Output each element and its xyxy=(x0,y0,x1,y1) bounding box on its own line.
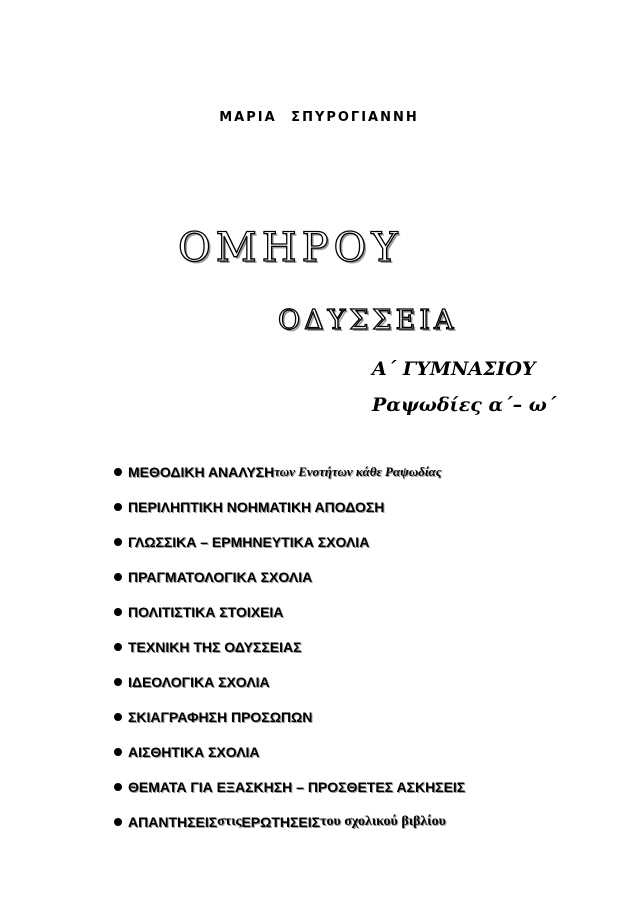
contents-item xyxy=(114,672,465,691)
bullet-icon xyxy=(114,538,122,546)
contents-item-label: ΙΔΕΟΛΟΓΙΚΑ ΣΧΟΛΙΑ xyxy=(128,673,270,690)
contents-item-label: ΠΡΑΓΜΑΤΟΛΟΓΙΚΑ ΣΧΟΛΙΑ xyxy=(128,568,313,585)
bullet-icon xyxy=(114,678,122,686)
grade-label: Α΄ ΓΥΜΝΑΣΙΟΥ xyxy=(372,358,536,380)
contents-item-label: ΤΕΧΝΙΚΗ ΤΗΣ ΟΔΥΣΣΕΙΑΣ xyxy=(128,638,302,655)
bullet-icon xyxy=(114,748,122,756)
contents-item-label: ΣΚΙΑΓΡΑΦΗΣΗ ΠΡΟΣΩΠΩΝ xyxy=(128,708,313,725)
contents-item-label: ΠΟΛΙΤΙΣΤΙΚΑ ΣΤΟΙΧΕΙΑ xyxy=(128,603,284,620)
bullet-icon xyxy=(114,503,122,511)
bullet-icon xyxy=(114,573,122,581)
contents-item-note: των Ενοτήτων κάθε Ραψωδίας xyxy=(274,463,442,479)
bullet-icon xyxy=(114,643,122,651)
author-name: ΜΑΡΙΑ ΣΠΥΡΟΓΙΑΝΝΗ xyxy=(219,110,419,125)
contents-item-label: ΠΕΡΙΛΗΠΤΙΚΗ ΝΟΗΜΑΤΙΚΗ ΑΠΟΔΟΣΗ xyxy=(128,498,385,515)
contents-item xyxy=(114,567,465,586)
contents-item-label: ΜΕΘΟΔΙΚΗ ΑΝΑΛΥΣΗ xyxy=(128,463,275,480)
book-title: ΟΜΗΡΟΥ xyxy=(178,225,403,271)
contents-item-label: ΑΙΣΘΗΤΙΚΑ ΣΧΟΛΙΑ xyxy=(128,743,260,760)
bullet-icon xyxy=(114,818,122,826)
contents-item-label: ΓΛΩΣΣΙΚΑ – ΕΡΜΗΝΕΥΤΙΚΑ ΣΧΟΛΙΑ xyxy=(128,533,370,550)
contents-item xyxy=(114,532,465,551)
rhapsodies-label: Ραψωδίες α΄– ω΄ xyxy=(372,394,557,416)
contents-item-label: ΑΠΑΝΤΗΣΕΙΣ xyxy=(128,813,218,830)
contents-item xyxy=(114,602,465,621)
book-subtitle: ΟΔΥΣΣΕΙΑ xyxy=(278,305,458,336)
contents-item-note: στις xyxy=(217,813,242,829)
contents-item-note: του σχολικού βιβλίου xyxy=(320,813,446,829)
contents-item-label: ΘΕΜΑΤΑ ΓΙΑ ΕΞΑΣΚΗΣΗ – ΠΡΟΣΘΕΤΕΣ ΑΣΚΗΣΕΙΣ xyxy=(128,778,466,795)
bullet-icon xyxy=(114,783,122,791)
contents-item-label: ΕΡΩΤΗΣΕΙΣ xyxy=(241,813,321,830)
bullet-icon xyxy=(114,713,122,721)
contents-item xyxy=(114,742,465,761)
contents-item xyxy=(114,462,465,481)
contents-list xyxy=(114,462,465,847)
bullet-icon xyxy=(114,608,122,616)
contents-item xyxy=(114,812,465,831)
contents-item xyxy=(114,707,465,726)
contents-item xyxy=(114,637,465,656)
contents-item xyxy=(114,497,465,516)
contents-item xyxy=(114,777,465,796)
bullet-icon xyxy=(114,468,122,476)
